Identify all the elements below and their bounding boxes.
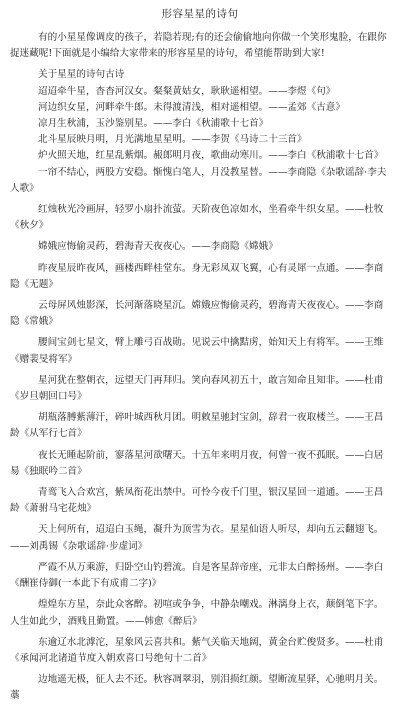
article-body	[10, 30, 392, 705]
poem-line: 迢迢牵牛星，杳杳河汉女。粲粲黄姑女，耿耿遥相望。——李煜《句》	[38, 85, 336, 97]
page-title: 形容星星的诗句	[161, 8, 239, 20]
poem-line: 北斗星辰映月明，月光满地星星明。——李贺《马诗二十三首》	[38, 134, 307, 146]
poem-line: 夜长无睡起阶前，寥落星河欲曙天。十五年来明月夜，何曾一夜不孤眠。——白居易《独眠吟二首》	[10, 449, 384, 477]
poem-line: 凉月生秋浦，玉沙鉴别星。——李白《秋浦歌十七首》	[38, 118, 269, 130]
poem-line: 天上何所有，迢迢白玉绳，凝升为顶雪为衣。星星仙语人听尽，却向五云翻翅飞。——刘禹锡《杂歌谣辞·步虚词》	[10, 524, 384, 552]
poem-line: 腰间宝剑七星文，臂上雕弓百战勋。见说云中擒黠虏，始知天上有将军。——王维《赠裴旻将军》	[10, 337, 384, 365]
section-heading: 关于星星的诗句古诗	[38, 69, 125, 81]
poem-line: 边地遥无极，征人去不还。秋容凋翠羽，别泪损红颜。望断流星驿，心驰明月关。藁	[10, 674, 384, 702]
poem-line: 青鸾飞入合欢宫，紫凤衔花出禁中。可怜今夜千门里，银汉星回一道通。——王昌龄《萧驸马宅花烛》	[10, 487, 384, 515]
poem-line: 严霞不从万乘游，归卧空山钓碧流。自是客星辞帝座，元非太白醉扬州。——李白《酬崔侍御(一本此下有成甫二字)》	[10, 561, 384, 590]
poem-line: 红烛秋光冷画屏，轻罗小扇扑流萤。天阶夜色凉如水，坐看牵牛织女星。——杜牧《秋夕》	[10, 204, 384, 232]
poem-line: 胡瓶落膊紫薄汗，碎叶城西秋月团。明敕星驰封宝剑，辞君一夜取楼兰。——王昌龄《从军行七首》	[10, 412, 384, 440]
poem-line: 炉火照天地，红星乱紫烟。赧郎明月夜，歌曲动寒川。——李白《秋浦歌十七首》	[38, 150, 384, 162]
poem-line: 昨夜星辰昨夜风，画楼西畔桂堂东。身无彩凤双飞翼，心有灵犀一点通。——李商隐《无题》	[10, 262, 384, 290]
poem-line: 煌煌东方星，奈此众客醉。初喧或争争，中静杂嘲戏。淋漓身上衣，颠倒笔下字。人生如此少，酒贱且勤置。——韩愈《醉后》	[10, 599, 384, 627]
poem-line: 一帘不结心，两股方安稳。惭愧白笔人，月没教星替。——李商隐《杂歌谣辞·李夫人歌》	[10, 166, 387, 194]
poem-line: 星河犹在整朝衣，远望天门再拜归。笑向春风初五十，敢言知命且知非。——杜甫《岁旦朝回口号》	[10, 374, 384, 403]
poem-line: 嫦娥应悔偷灵药，碧海青天夜夜心。——李商隐《嫦娥》	[38, 241, 278, 253]
poem-line: 河边织女星，河畔牵牛郎。未得渡清浅，相对遥相望。——孟郊《古意》	[38, 101, 345, 113]
poem-line: 东逾辽水北滹沱，星象风云喜共和。紫气关临天地阔，黄金台贮俊贤多。——杜甫《承闻河北诸道节度入朝欢喜口号绝句十二首》	[10, 636, 384, 664]
intro-paragraph: 有的小星星像调皮的孩子，若隐若现;有的还会偷偷地向你做一个笑形鬼脸，在跟你捉迷藏呢!下面就是小编给大家带来的形容星星的诗句，希望能帮助到大家!	[10, 32, 387, 60]
poem-line: 云母屏风烛影深，长河渐落晓星沉。嫦娥应悔偷灵药，碧海青天夜夜心。——李商隐《常娥》	[10, 300, 384, 328]
